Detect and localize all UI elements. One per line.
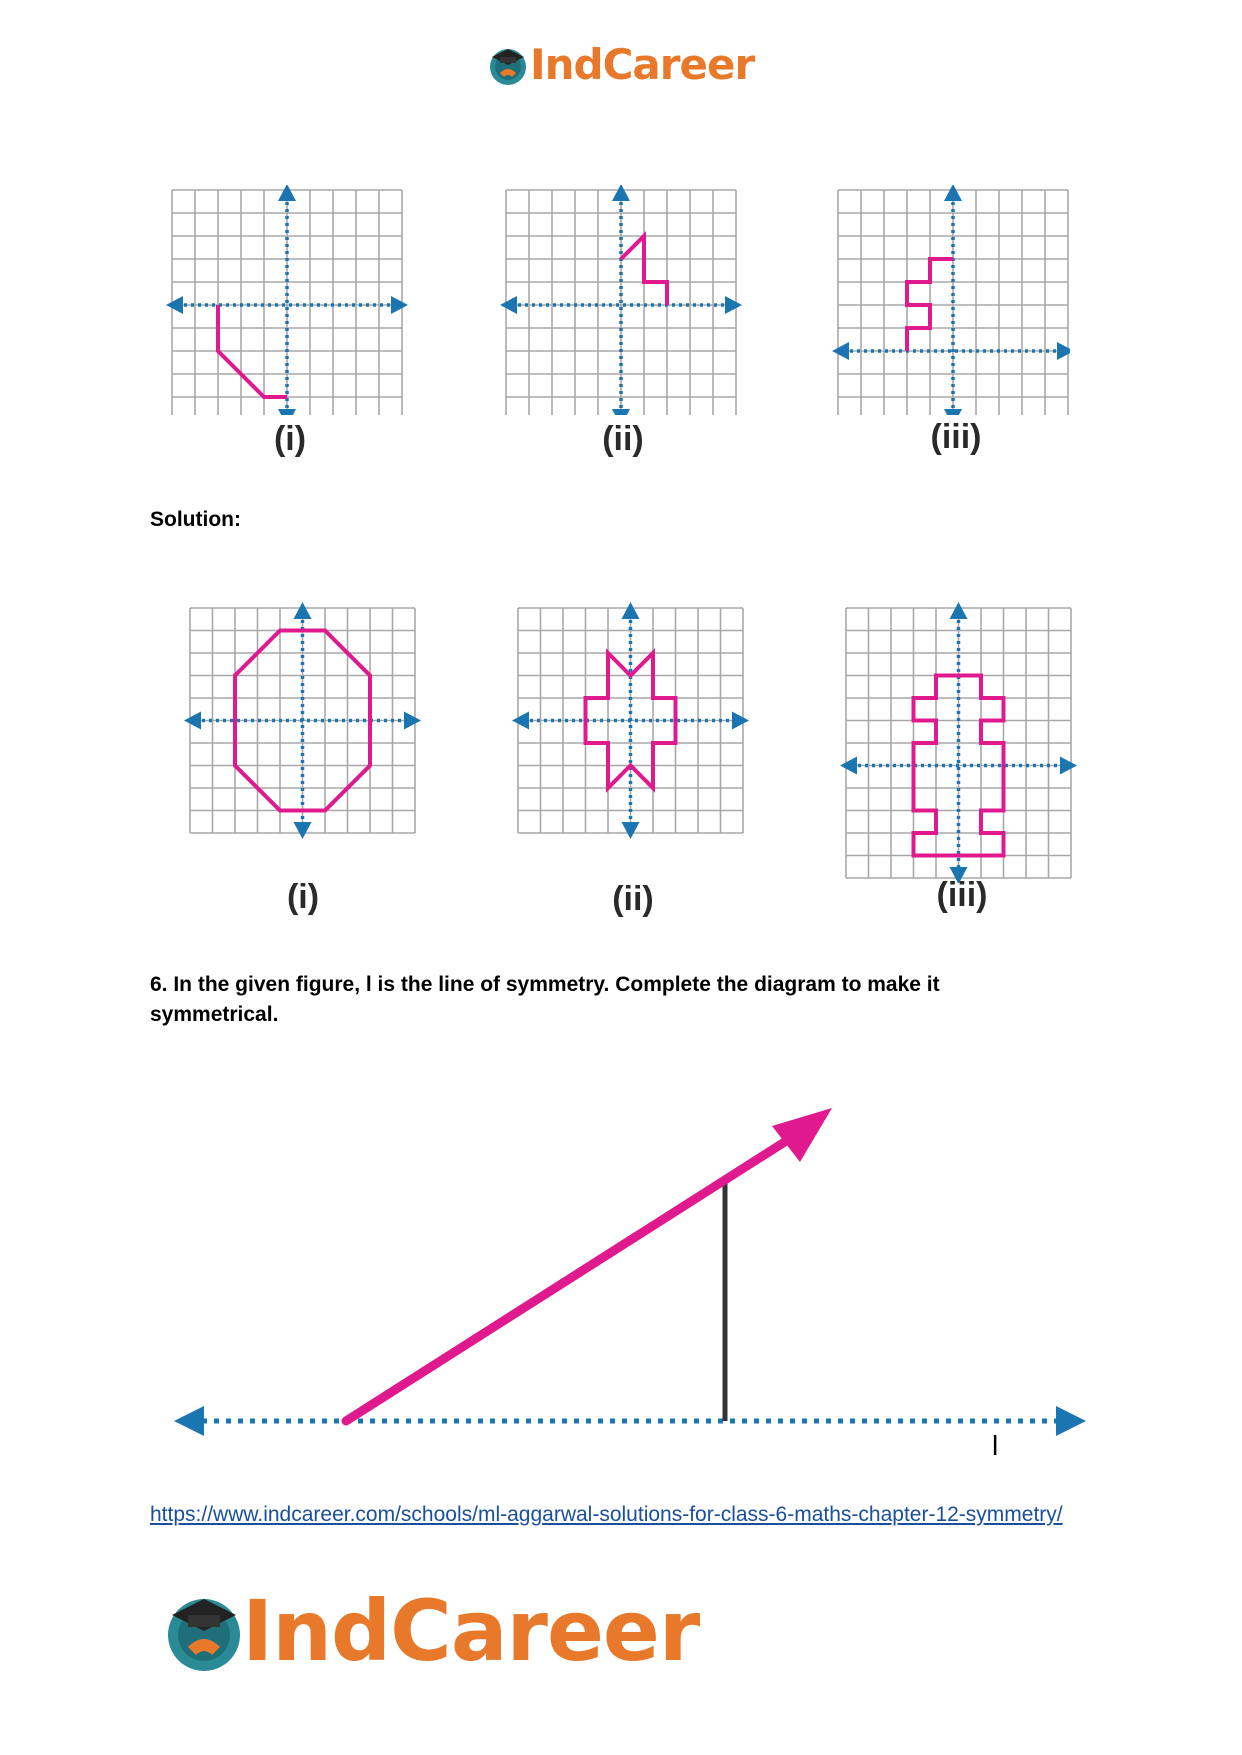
arrow-right-icon: [1060, 757, 1077, 775]
arrow-right-icon: [732, 712, 749, 730]
arrow-left-icon: [184, 712, 201, 730]
arrow-right-icon: [404, 712, 421, 730]
arrow-right-icon: [725, 296, 742, 314]
arrow-left-icon: [500, 296, 517, 314]
question-label-iii: (iii): [930, 418, 982, 456]
footer-logo: [160, 1582, 699, 1680]
question-grid-i: [166, 185, 408, 415]
arrow-up-icon: [278, 185, 296, 201]
arrow-down-icon: [944, 409, 962, 415]
arrow-down-icon: [612, 409, 630, 415]
arrow-up-icon: [622, 602, 640, 619]
solution-grid-iii: [840, 602, 1077, 883]
question-6-text: 6. In the given figure, l is the line of symmetry. Complete the diagram to make it symmetrical.: [150, 973, 940, 1026]
graduation-cap-logo-icon: [486, 43, 530, 87]
arrow-right-icon: [391, 296, 408, 314]
arrow-left-icon: [166, 296, 183, 314]
source-link[interactable]: https://www.indcareer.com/schools/ml-aggarwal-solutions-for-class-6-maths-chapter-12-symmetry/: [150, 1503, 1063, 1526]
arrow-left-icon: [832, 342, 849, 360]
solution-label-iii: (iii): [936, 876, 988, 914]
symmetry-figure: [160, 1090, 1100, 1470]
arrow-up-icon: [294, 602, 312, 619]
solution-grid-ii: [512, 602, 749, 839]
graduation-cap-logo-icon: [160, 1587, 248, 1675]
footer-brand-text: IndCareer: [242, 1582, 700, 1680]
question-label-ii: (ii): [602, 420, 644, 458]
axis-right-arrow-icon: [1056, 1406, 1086, 1436]
solution-figures: [170, 598, 1090, 883]
solution-heading: Solution:: [150, 508, 241, 531]
solution-label-ii: (ii): [612, 880, 654, 918]
question-figures: [150, 185, 1070, 415]
arrow-down-icon: [294, 822, 312, 839]
axis-left-arrow-icon: [174, 1406, 204, 1436]
question-label-i: (i): [273, 420, 307, 458]
solution-grid-i: [184, 602, 421, 839]
arrow-left-icon: [840, 757, 857, 775]
solution-label-i: (i): [286, 878, 320, 916]
line-of-symmetry-label: l: [992, 1430, 999, 1461]
arrow-down-icon: [278, 409, 296, 415]
slanted-arrow-head-icon: [772, 1108, 832, 1162]
header-brand-text: IndCareer: [530, 40, 755, 89]
header-logo: [486, 40, 754, 89]
question-grid-iii: [832, 185, 1070, 415]
arrow-up-icon: [944, 185, 962, 201]
arrow-up-icon: [950, 602, 968, 619]
arrow-left-icon: [512, 712, 529, 730]
question-grid-ii: [500, 185, 742, 415]
arrow-up-icon: [612, 185, 630, 201]
arrow-down-icon: [622, 822, 640, 839]
